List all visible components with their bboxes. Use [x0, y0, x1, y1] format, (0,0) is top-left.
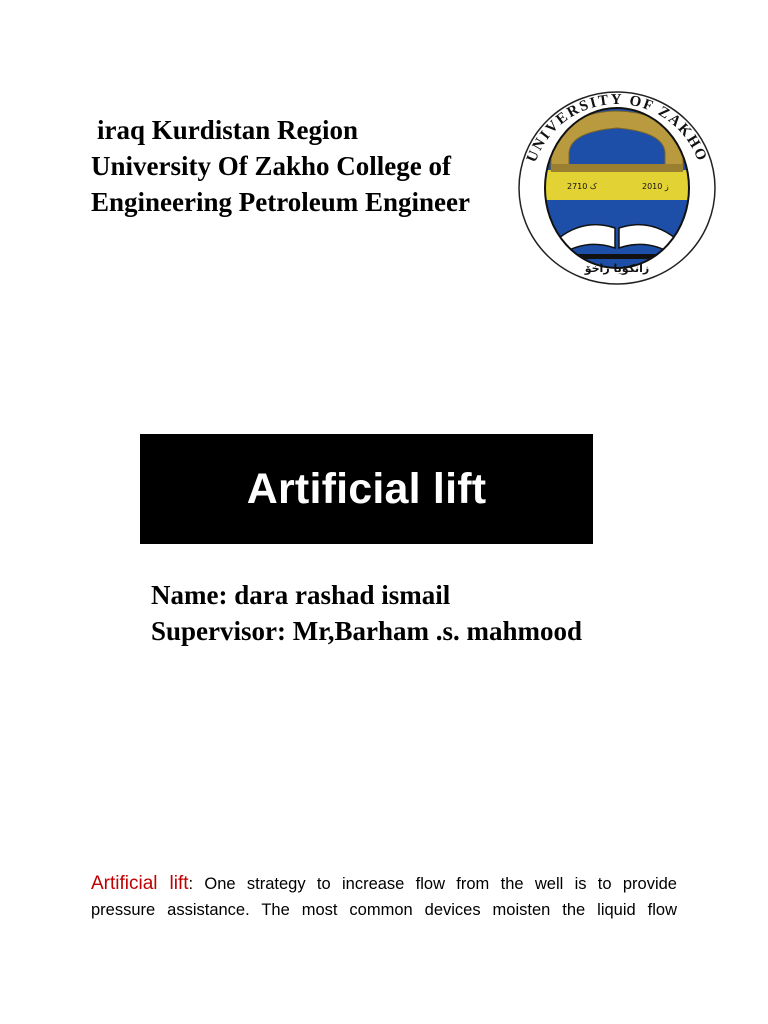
seal-bottom-text: زانکۆیا زاخۆ [584, 262, 650, 275]
body-line-1-text: One strategy to increase flow from the well is to provide [193, 875, 677, 893]
body-colon: : [188, 875, 194, 893]
university-seal-logo [515, 88, 719, 286]
header-line-region: iraq Kurdistan Region [97, 115, 359, 145]
body-paragraph [91, 871, 677, 923]
document-title: Artificial lift [246, 464, 487, 513]
author-name: Name: dara rashad ismail [151, 580, 451, 610]
supervisor-name: Supervisor: Mr,Barham .s. mahmood [151, 616, 583, 646]
title-banner [140, 434, 593, 544]
seal-year-right: ز 2010 [642, 182, 669, 191]
header-block [91, 112, 470, 220]
seal-arc-text: UNIVERSITY OF ZAKHO [523, 91, 711, 165]
seal-year-left: ک 2710 [567, 182, 598, 191]
header-line-department: Engineering Petroleum Engineer [91, 187, 470, 217]
author-info [151, 577, 582, 649]
body-line-2: pressure assistance. The most common devices moisten the liquid flow [91, 901, 677, 919]
body-line-1 [91, 871, 677, 897]
body-term: Artificial lift [91, 873, 189, 894]
header-line-university: University Of Zakho College of [91, 151, 451, 181]
